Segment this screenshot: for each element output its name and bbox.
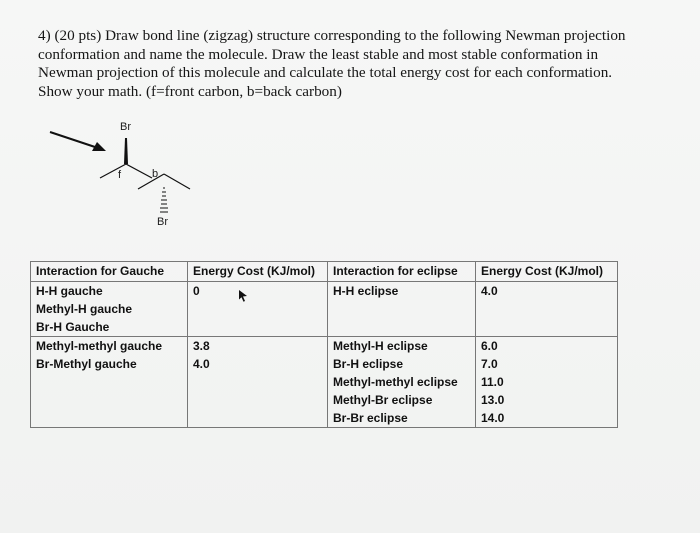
front-bond-left [100,164,126,178]
table-cell-line: Methyl-H gauche [36,302,133,316]
header-gauche-interaction: Interaction for Gauche [31,262,188,282]
table-cell-line: 7.0 [481,357,498,371]
table-cell-line: 14.0 [481,411,505,425]
eclipse-interaction-cell [328,337,476,428]
gauche-interaction-cell [31,282,188,337]
front-bond-right [126,164,152,178]
table-cell-line: Methyl-H eclipse [333,339,428,353]
front-wedge-bond [124,138,128,164]
header-eclipse-energy: Energy Cost (KJ/mol) [476,262,618,282]
eclipse-interaction-cell [328,282,476,337]
table-row [31,337,618,428]
front-carbon-label: f [118,169,122,181]
question-line: Newman projection of this molecule and calculate the total energy cost for each conformation. [38,64,613,82]
table-cell-line: Br-H eclipse [333,357,404,371]
table-cell-line: Br-H Gauche [36,320,110,334]
table-cell-line: 0 [193,284,200,298]
question-text [38,27,678,101]
eclipse-energy-cell [476,282,618,337]
top-bromine-label: Br [120,121,131,133]
newman-projection-drawing [40,118,230,238]
back-bond-left [138,174,164,189]
header-eclipse-interaction: Interaction for eclipse [328,262,476,282]
table-cell-line: H-H eclipse [333,284,399,298]
eclipse-energy-cell [476,337,618,428]
header-gauche-energy: Energy Cost (KJ/mol) [188,262,328,282]
table-cell-line: Methyl-methyl eclipse [333,375,458,389]
table-cell-line: 11.0 [481,375,504,389]
question-line: 4) (20 pts) Draw bond line (zigzag) structure corresponding to the following Newman projection [38,27,626,44]
question-line: Show your math. (f=front carbon, b=back carbon) [38,82,342,100]
back-carbon-label: b [152,168,159,180]
question-line: conformation and name the molecule. Draw the least stable and most stable conformation in [38,45,599,63]
table-cell-line: Methyl-methyl gauche [36,339,163,353]
mouse-cursor-icon [238,290,248,302]
gauche-energy-cell [188,282,328,337]
table-cell-line: 13.0 [481,393,505,407]
arrow-icon [50,132,106,151]
table-cell-line: 4.0 [193,357,210,371]
table-cell-line: Br-Br eclipse [333,411,408,425]
newman-projection-figure [40,118,230,238]
table-cell-line: H-H gauche [36,284,103,298]
gauche-energy-cell [188,337,328,428]
table-cell-line: Br-Methyl gauche [36,357,137,371]
table-row [31,282,618,337]
hashed-bond [160,188,168,212]
gauche-interaction-cell [31,337,188,428]
table-header-row [31,262,618,282]
energy-cost-table [30,261,618,428]
table-cell-line: 3.8 [193,339,210,353]
table-cell-line: Methyl-Br eclipse [333,393,433,407]
table-cell-line: 6.0 [481,339,498,353]
table-cell-line: 4.0 [481,284,498,298]
back-bond-right [164,174,190,189]
bottom-bromine-label: Br [157,216,168,228]
